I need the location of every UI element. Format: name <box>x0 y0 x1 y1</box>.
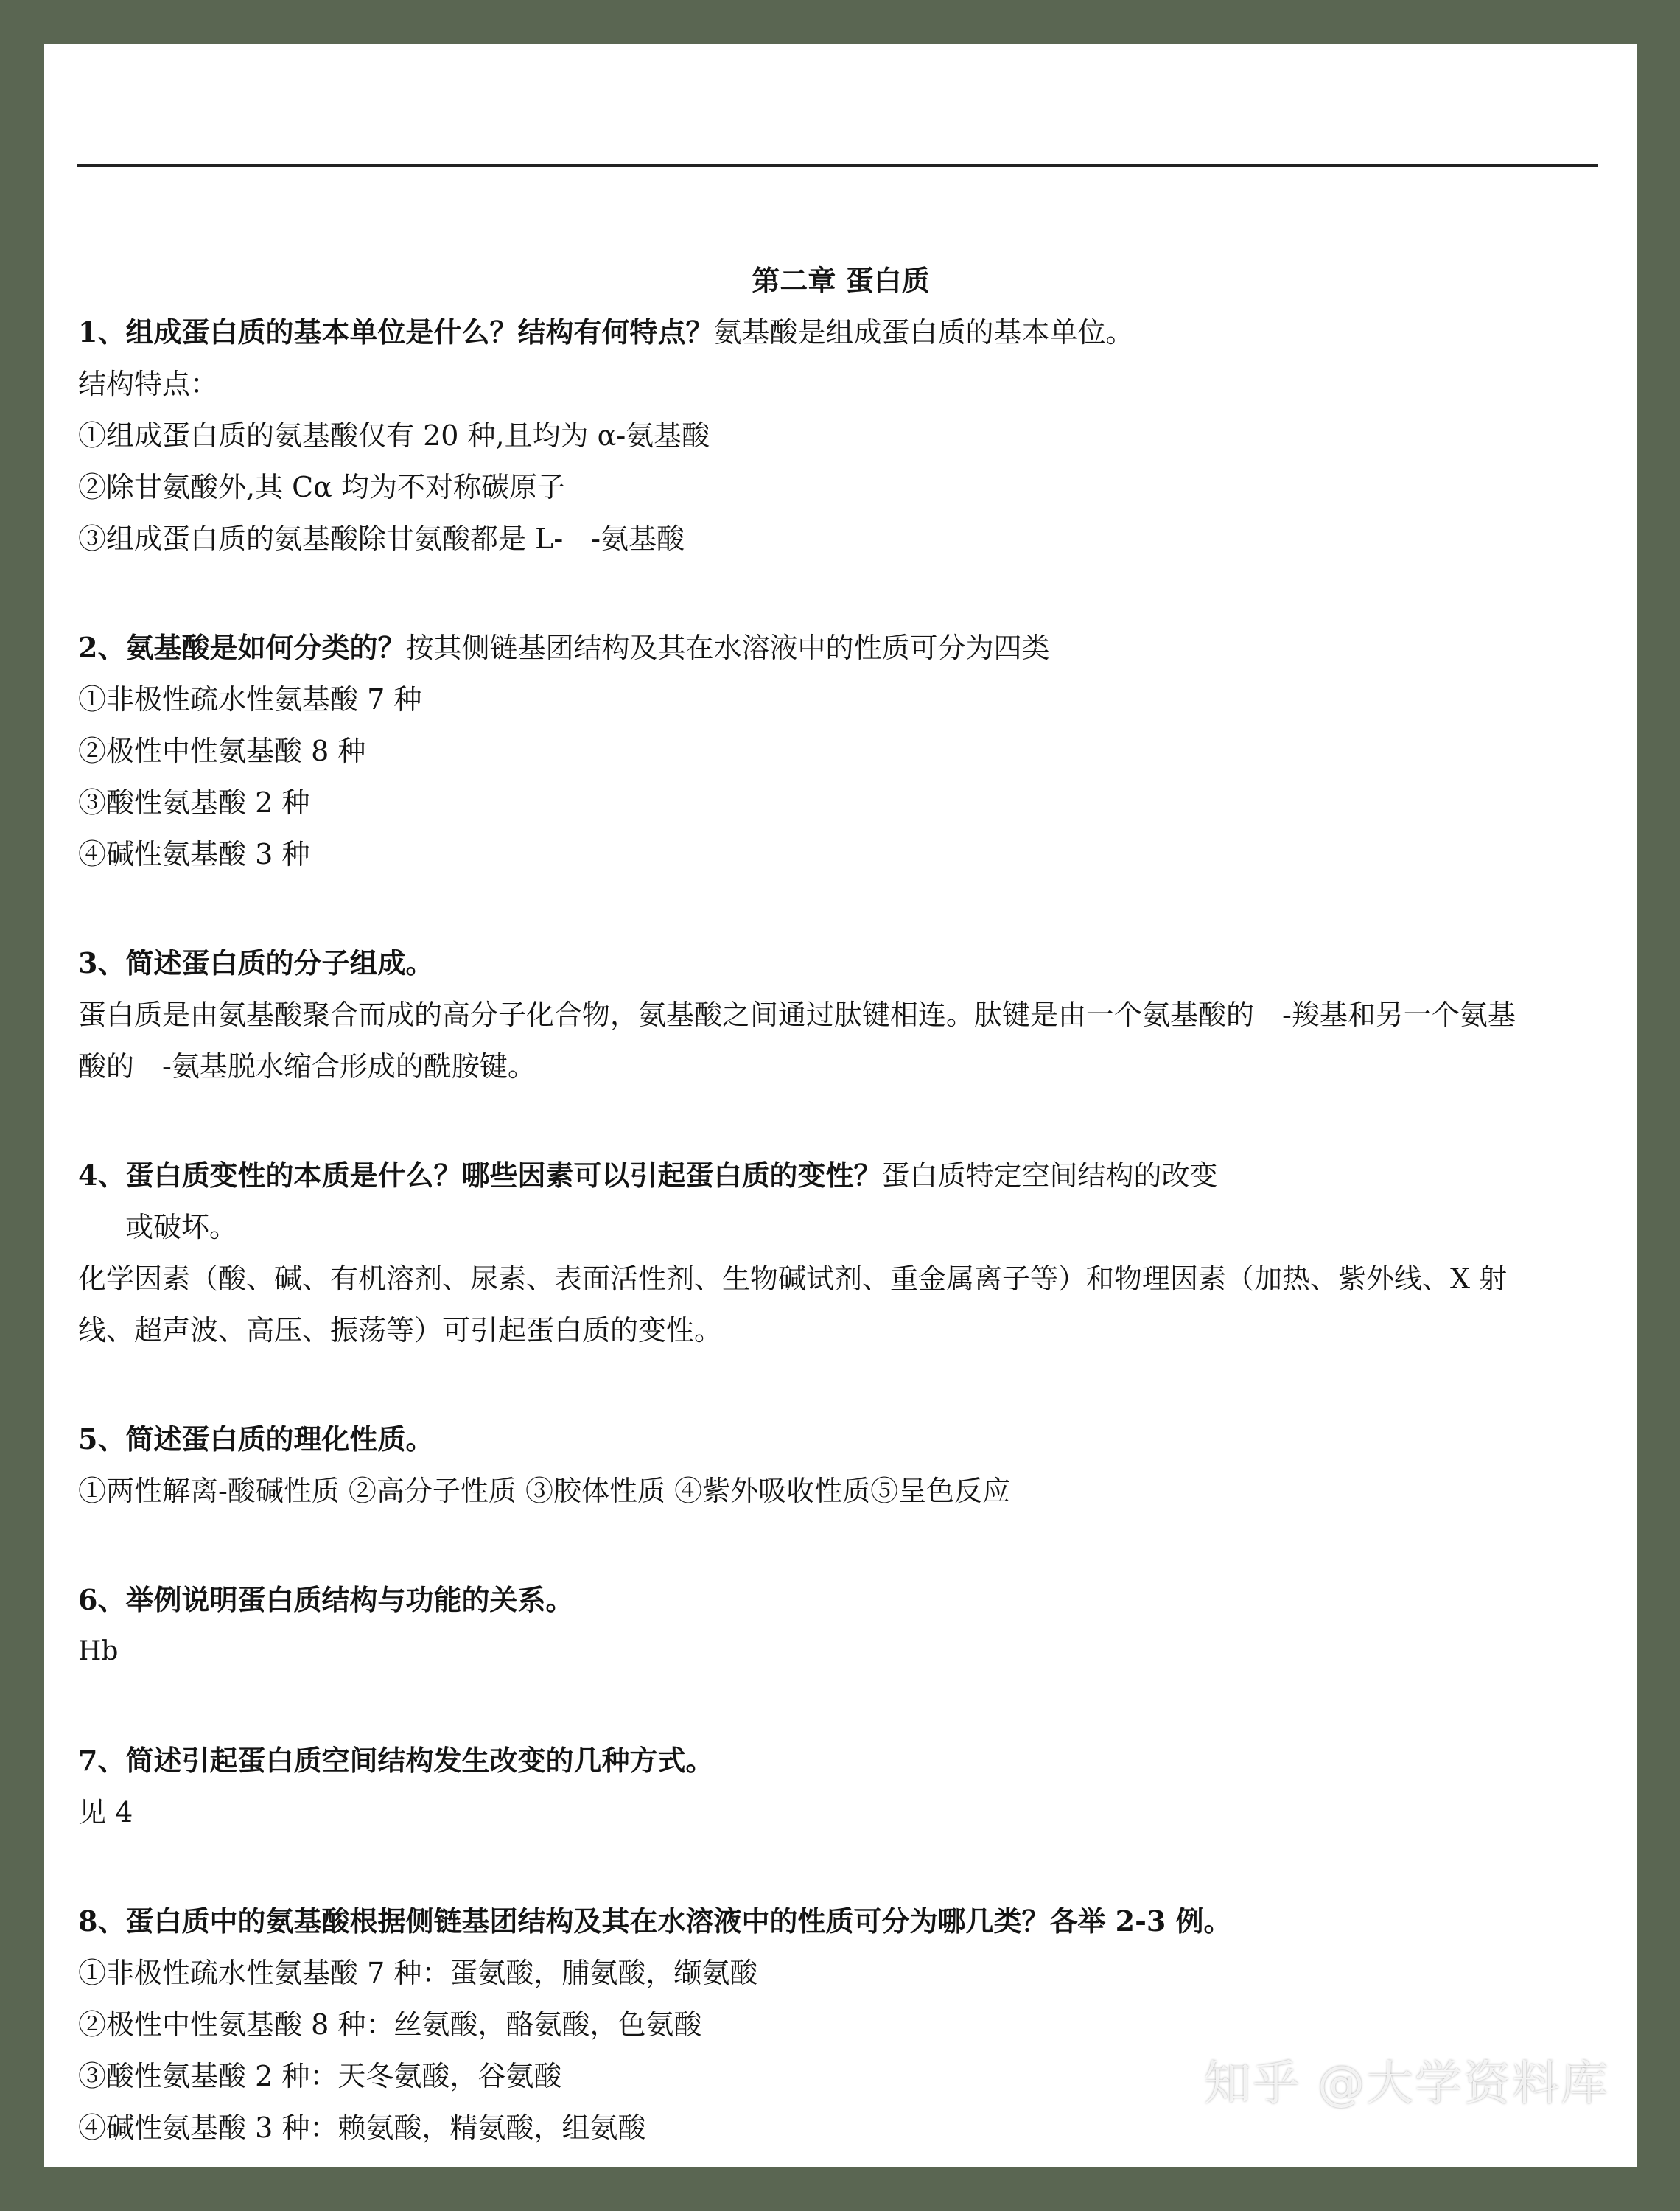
q8-line: ③酸性氨基酸 2 种：天冬氨酸，谷氨酸 <box>78 2060 562 2092</box>
q4-answer-continued: 或破坏。 <box>125 1211 238 1243</box>
q2-heading <box>78 622 1603 674</box>
q1-answer: 氨基酸是组成蛋白质的基本单位。 <box>713 316 1134 349</box>
q3-question: 3、简述蛋白质的分子组成。 <box>78 946 434 979</box>
document-content <box>78 255 1603 2154</box>
q4-heading <box>78 1150 1603 1201</box>
q6-question: 6、举例说明蛋白质结构与功能的关系。 <box>78 1583 574 1616</box>
q8-line: ④碱性氨基酸 3 种：赖氨酸，精氨酸，组氨酸 <box>78 2112 646 2144</box>
q1-line: ①组成蛋白质的氨基酸仅有 20 种,且均为 α-氨基酸 <box>78 419 710 452</box>
q8-line: ②极性中性氨基酸 8 种：丝氨酸，酪氨酸，色氨酸 <box>78 2008 702 2041</box>
q4-line: 线、超声波、高压、振荡等）可引起蛋白质的变性。 <box>78 1314 723 1346</box>
document-page <box>44 44 1637 2167</box>
q2-answer: 按其侧链基团结构及其在水溶液中的性质可分为四类 <box>405 632 1050 664</box>
q7-line: 见 4 <box>78 1796 133 1828</box>
q2-line: ③酸性氨基酸 2 种 <box>78 786 310 819</box>
q5-line: ①两性解离-酸碱性质 ②高分子性质 ③胶体性质 ④紫外吸收性质⑤呈色反应 <box>78 1475 1011 1507</box>
q1-line: ③组成蛋白质的氨基酸除甘氨酸都是 L- -氨基酸 <box>78 523 685 555</box>
q4-line: 化学因素（酸、碱、有机溶剂、尿素、表面活性剂、生物碱试剂、重金属离子等）和物理因素（加热、紫外线、X 射 <box>78 1262 1508 1295</box>
q2-line: ②极性中性氨基酸 8 种 <box>78 735 366 767</box>
q8-question: 8、蛋白质中的氨基酸根据侧链基团结构及其在水溶液中的性质可分为哪几类？各举 2-3 例。 <box>78 1904 1232 1938</box>
header-rule <box>77 164 1598 167</box>
q2-question: 2、氨基酸是如何分类的？ <box>78 631 406 664</box>
q1-line: 结构特点： <box>78 368 219 400</box>
q1-heading <box>78 307 1603 358</box>
q4-answer: 蛋白质特定空间结构的改变 <box>881 1159 1218 1192</box>
q2-line: ①非极性疏水性氨基酸 7 种 <box>78 683 422 716</box>
q2-line: ④碱性氨基酸 3 种 <box>78 838 310 870</box>
q7-question: 7、简述引起蛋白质空间结构发生改变的几种方式。 <box>78 1744 714 1777</box>
q6-line: Hb <box>78 1636 119 1666</box>
chapter-title: 第二章 蛋白质 <box>752 264 930 297</box>
q1-line: ②除甘氨酸外,其 Cα 均为不对称碳原子 <box>78 471 565 503</box>
q3-line: 蛋白质是由氨基酸聚合而成的高分子化合物，氨基酸之间通过肽键相连。肽键是由一个氨基酸的 -羧基和另一个氨基 <box>78 999 1516 1031</box>
watermark: 知乎 @大学资料库 <box>1203 2057 1609 2112</box>
q3-line: 酸的 -氨基脱水缩合形成的酰胺键。 <box>78 1050 536 1083</box>
q8-line: ①非极性疏水性氨基酸 7 种：蛋氨酸，脯氨酸，缬氨酸 <box>78 1957 758 1989</box>
q1-question: 1、组成蛋白质的基本单位是什么？结构有何特点？ <box>78 315 714 349</box>
q4-question: 4、蛋白质变性的本质是什么？哪些因素可以引起蛋白质的变性？ <box>78 1159 882 1192</box>
q5-question: 5、简述蛋白质的理化性质。 <box>78 1422 434 1456</box>
